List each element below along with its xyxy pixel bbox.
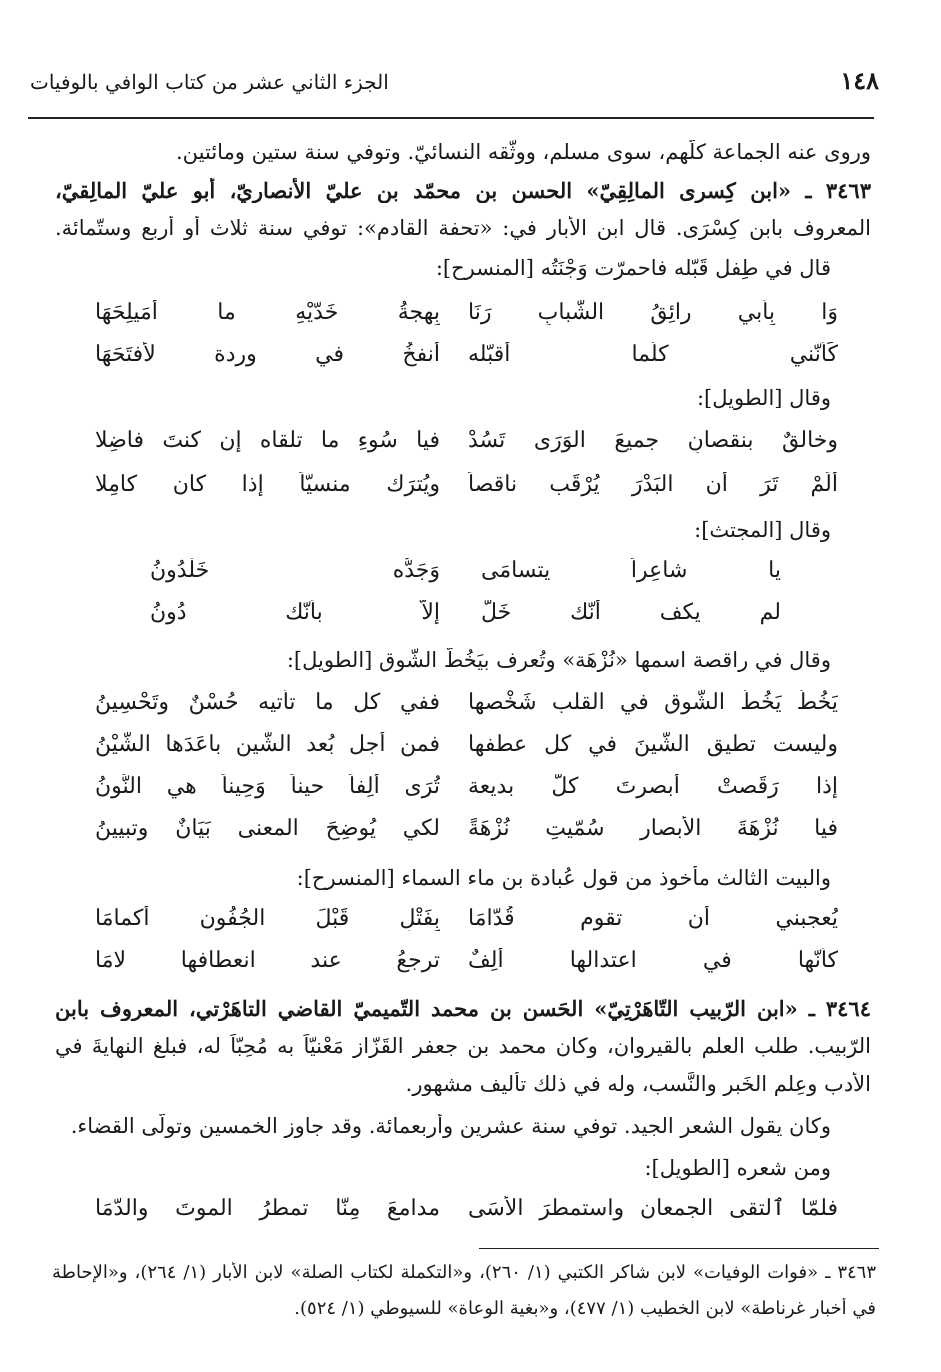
header-rule bbox=[28, 117, 874, 119]
poem-intro: وقال [الطويل]: bbox=[696, 386, 831, 410]
verse-first-hemistich: يُعجبني أن تقوم قُدّامَا bbox=[468, 906, 838, 931]
verse-first-hemistich: يَخُطُّ يَخُطُّ الشّوق في القلب شَخْصها bbox=[468, 690, 838, 715]
verse-first-hemistich: وليست تطيق الشّينَ في كل عطفها bbox=[468, 732, 838, 757]
running-header: الجزء الثاني عشر من كتاب الوافي بالوفيات bbox=[30, 70, 389, 94]
text-line: وروى عنه الجماعة كلّهم، سوى مسلم، ووثّقه النسائيّ. وتوفي سنة ستين ومائتين. bbox=[175, 140, 871, 164]
verse-second-hemistich: فمن أجل بُعد الشّين باعَدَها الشّيْنُ bbox=[95, 732, 440, 757]
verse-second-hemistich: ويُترَك منسيّاً إذا كان كامِلا bbox=[95, 472, 440, 497]
verse-second-hemistich: بِفَتْلِ قَبْلَ الجُفُون أكمامَا bbox=[95, 906, 440, 931]
verse-second-hemistich: ففي كل ما تأتيه حُسْنٌ وتَحْسِينُ bbox=[95, 690, 440, 715]
verse-first-hemistich: كَأنّني كلّما أُقبّله bbox=[468, 342, 838, 367]
verse-first-hemistich: أَلَمْ تَرَ أن البَدْرَ يُرْقَب ناقصاً bbox=[468, 472, 838, 497]
poem-intro: وقال [المجتث]: bbox=[694, 518, 831, 542]
entry-heading: ٣٤٦٤ ـ «ابن الرّبيب التّاهَرْتِيّ» الحَسن بن محمد التّميميّ القاضي التاهَرْتي، المعروف بابن bbox=[55, 996, 871, 1021]
poem-intro: قال في طِفل قَبّله فاحمرّت وَجْنَتُه [المنسرح]: bbox=[435, 256, 831, 280]
verse-first-hemistich: لم يكف أنّك خَلٌّ bbox=[481, 600, 781, 625]
verse-first-hemistich: فلمّا ٱلتقى الجمعان واستمطرَ الأَسَى bbox=[468, 1196, 838, 1221]
text-line: وكان يقول الشعر الجيد. توفي سنة عشرين وأربعمائة. وقد جاوز الخمسين وتولّى القضاء. bbox=[70, 1114, 831, 1138]
page-number: ١٤٨ bbox=[840, 66, 879, 95]
verse-first-hemistich: وَا بِأَبي رائِقُ الشّبابِ رَنَا bbox=[468, 300, 838, 325]
verse-first-hemistich: يا شاعِراً يتسامَى bbox=[481, 558, 781, 583]
entry-heading: ٣٤٦٣ ـ «ابن كِسرى المالِقِيّ» الحسن بن محمّد بن عليّ الأنصاريّ، أبو عليّ المالِقيّ، bbox=[55, 178, 871, 203]
verse-second-hemistich: مدامعَ مِنّا تمطرُ الموتَ والدّمَا bbox=[95, 1196, 440, 1221]
verse-second-hemistich: وَجَدُّه خَلْدُونُ bbox=[150, 558, 440, 583]
footnote-line: في أخبار غرناطة» لابن الخطيب (١/ ٤٧٧)، و«بغية الوعاة» للسيوطي (١/ ٥٢٤). bbox=[294, 1298, 876, 1319]
poem-intro: والبيت الثالث مأخوذ من قول عُبادة بن ماء السماء [المنسرح]: bbox=[296, 866, 831, 890]
verse-first-hemistich: وخالقٌ بنقصانٍ جميعَ الوَرَى تَسُدْ bbox=[468, 428, 838, 453]
verse-first-hemistich: إذا رَقَصتْ أبصرتَ كلَّ بديعة bbox=[468, 774, 838, 799]
verse-second-hemistich: فيا سُوءِ ما تلقاه إن كنتَ فاضِلا bbox=[95, 428, 440, 453]
text-line: المعروف بابن كِسْرَى. قال ابن الأبار في: «تحفة القادم»: توفي سنة ثلاث أو أربع وستّمائة. bbox=[55, 216, 871, 240]
text-line: الرّبيب. طلب العلم بالقيروان، وكان محمد بن جعفر القَزّاز مَعْنيّاً به مُحِبّاً له، فبلغ النهايةَ في bbox=[55, 1034, 871, 1058]
verse-second-hemistich: بِهجةُ خَدّيْهِ ما أُمَيلِحَهَا bbox=[95, 300, 440, 325]
verse-first-hemistich: فيا نُزْهَةَ الأبصار سُمّيتِ نُزْهَةً bbox=[468, 816, 838, 841]
verse-second-hemistich: إلاّ بأنّك دُونُ bbox=[150, 600, 440, 625]
footnote-rule bbox=[479, 1248, 879, 1249]
verse-second-hemistich: ترجعُ عند انعطافها لامَا bbox=[95, 948, 440, 973]
verse-first-hemistich: كأنّها في اعتدالها أَلِفٌ bbox=[468, 948, 838, 973]
verse-second-hemistich: تُرَى أَلِفاً حيناً وَحِيناً هي النُّونُ bbox=[95, 774, 440, 799]
poem-intro: وقال في راقصة اسمها «نُزْهَة» وتُعرف بيَخُطُّ الشّوق [الطويل]: bbox=[286, 648, 831, 672]
verse-second-hemistich: لكي يُوضِحَ المعنى بَيَانٌ وتبيينُ bbox=[95, 816, 440, 841]
text-line: الأدب وعِلم الخَبر والنَّسب، وله في ذلك تأليف مشهور. bbox=[405, 1072, 871, 1096]
poem-intro: ومن شعره [الطويل]: bbox=[644, 1156, 831, 1180]
footnote-line: ٣٤٦٣ ـ «فوات الوفيات» لابن شاكر الكتبي (١/ ٢٦٠)، و«التكملة لكتاب الصلة» لابن الأبار (١/ ٢٦٤)، و«الإحاطة bbox=[52, 1262, 876, 1283]
verse-second-hemistich: أنفخُ في وردة لأفتَحَهَا bbox=[95, 342, 440, 367]
